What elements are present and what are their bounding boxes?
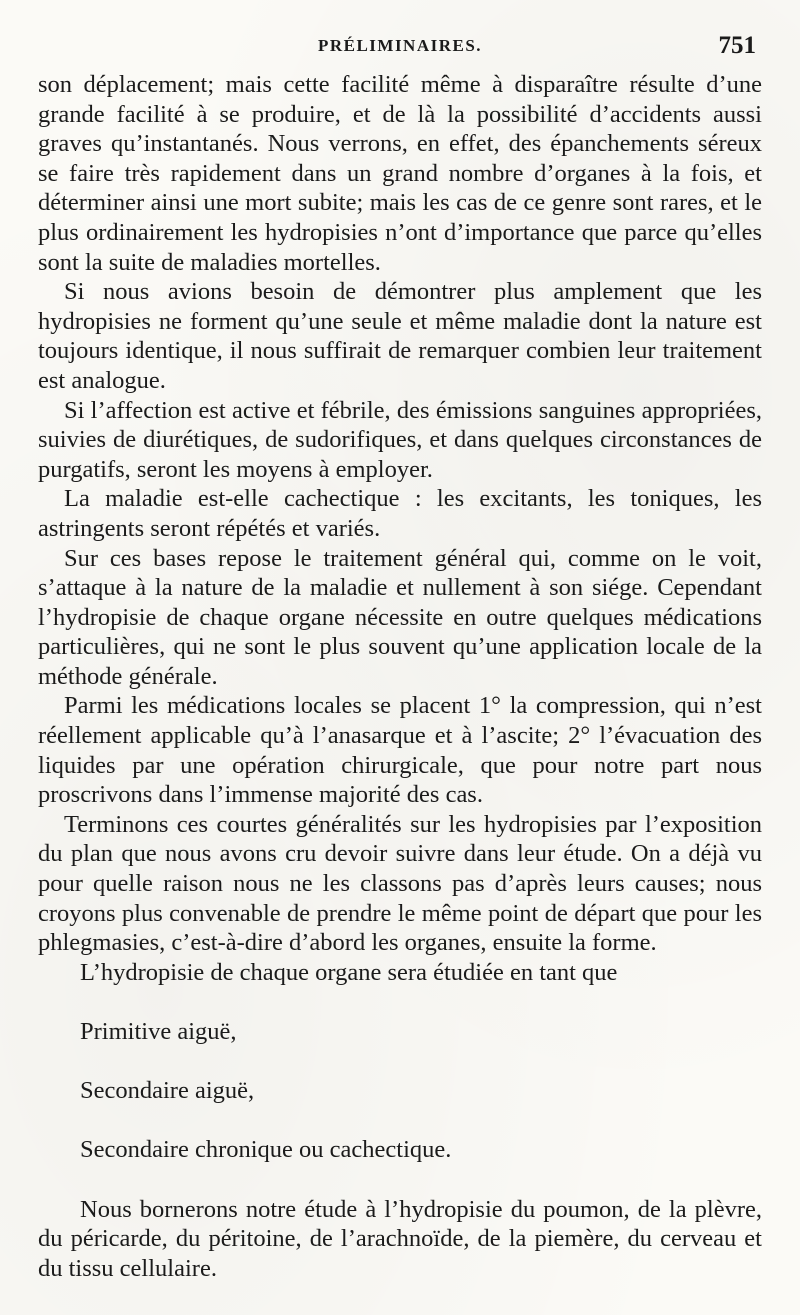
paragraph-7: Terminons ces courtes généralités sur les hydropisies par l’exposition du plan que nous avons cru devoir suivre dans leur étude. On a déjà vu pour quelle raison nous ne les classons pas d’après leurs causes; nous croyons plus convenable de prendre le même point de départ que pour les phlegmasies, c’est-à-dire d’abord les organes, ensuite la forme. <box>38 810 762 957</box>
running-head: PRÉLIMINAIRES. <box>317 36 483 55</box>
paragraph-8: L’hydropisie de chaque organe sera étudiée en tant que <box>80 958 618 986</box>
page-body <box>38 70 762 1283</box>
paragraph-6: Parmi les médications locales se placent 1° la compression, qui n’est réellement applicable qu’à l’anasarque et à l’ascite; 2° l’évacuation des liquides par une opération chirurgicale, que pour notre part nous proscrivons dans l’immense majorité des cas. <box>38 692 762 809</box>
paragraph-3: Si l’affection est active et fébrile, des émissions sanguines appropriées, suivies de diurétiques, de sudorifiques, et dans quelques circonstances de purgatifs, seront les moyens à employer. <box>38 396 762 483</box>
list-item: Secondaire aiguë, <box>80 1077 255 1105</box>
paragraph-4: La maladie est-elle cachectique : les excitants, les toniques, les astringents seront répétés et variés. <box>38 485 762 542</box>
paragraph-1: son déplacement; mais cette facilité même à disparaître résulte d’une grande facilité à se produire, et de là la possibilité d’accidents aussi graves qu’instantanés. Nous verrons, en effet, des épanchements séreux se faire très rapidement dans un grand nombre d’organes à la fois, et déterminer ainsi une mort subite; mais les cas de ce genre sont rares, et le plus ordinairement les hydropisies n’ont d’importance que parce qu’elles sont la suite de maladies mortelles. <box>38 71 762 276</box>
paragraph-2: Si nous avions besoin de démontrer plus amplement que les hydropisies ne forment qu’une seule et même maladie dont la nature est toujours identique, il nous suffirait de remarquer combien leur traitement est analogue. <box>38 278 762 394</box>
page-number: 751 <box>718 32 756 59</box>
closing-paragraph: Nous bornerons notre étude à l’hydropisie du poumon, de la plèvre, du péricarde, du péritoine, de l’arachnoïde, de la piemère, du cerveau et du tissu cellulaire. <box>38 1195 762 1282</box>
classification-list <box>38 987 762 1194</box>
page-header <box>38 30 762 70</box>
list-item: Primitive aiguë, <box>80 1018 237 1045</box>
list-item: Secondaire chronique ou cachectique. <box>80 1136 452 1164</box>
paragraph-5: Sur ces bases repose le traitement général qui, comme on le voit, s’attaque à la nature de la maladie et nullement à son siége. Cependant l’hydropisie de chaque organe nécessite en outre quelques médications particulières, qui ne sont le plus souvent qu’une application locale de la méthode générale. <box>38 544 762 690</box>
